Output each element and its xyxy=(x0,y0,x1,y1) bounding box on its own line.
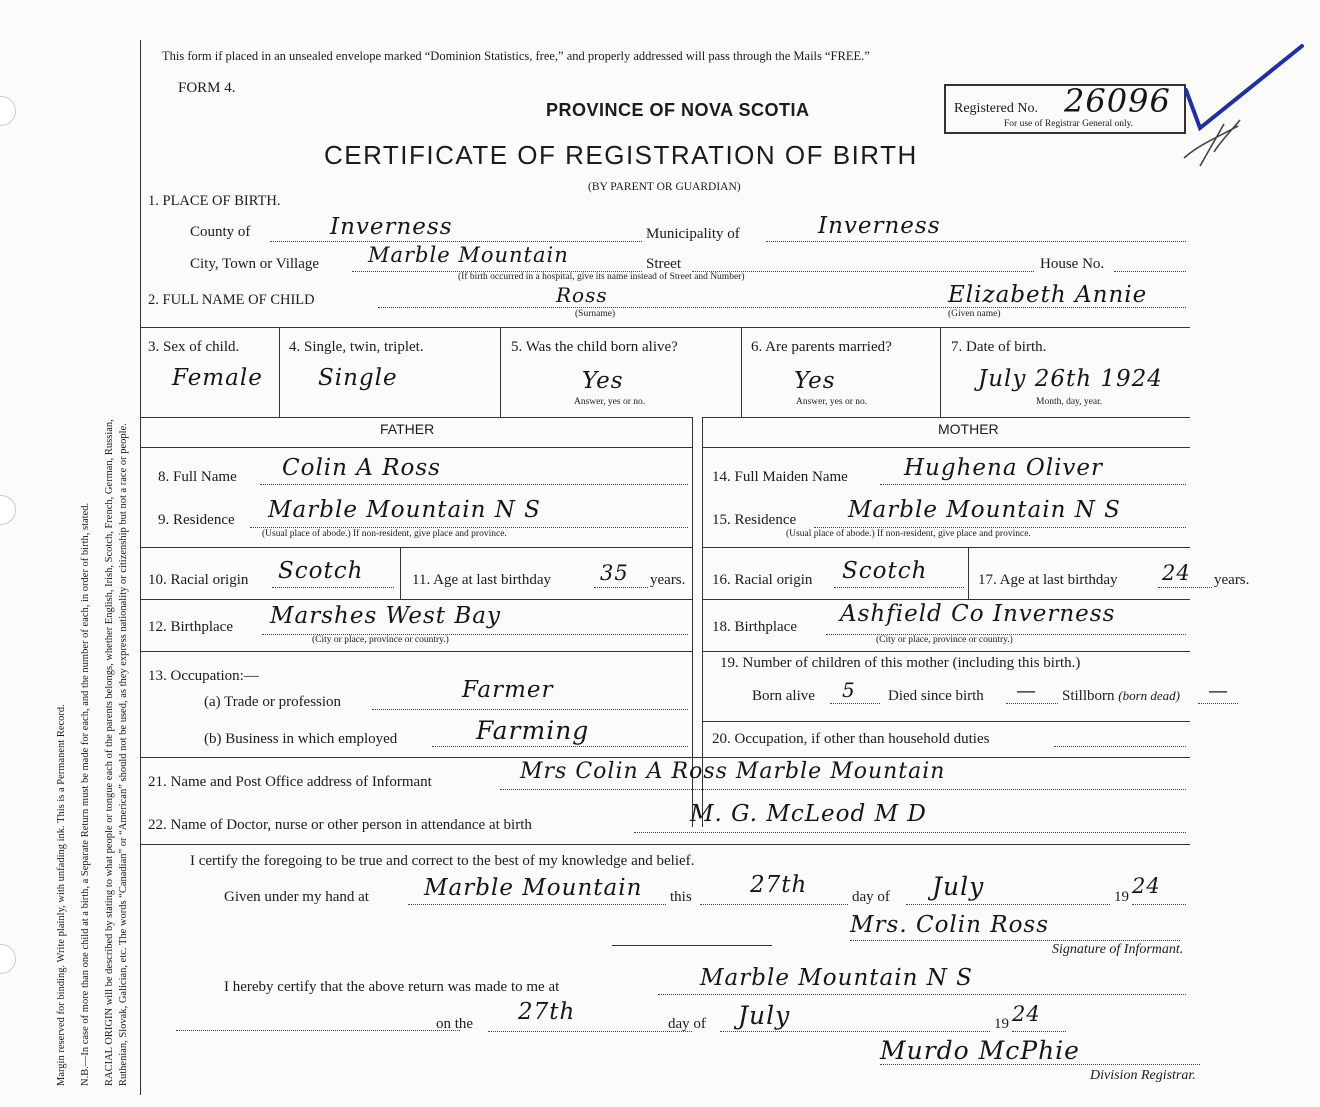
page-title: CERTIFICATE OF REGISTRATION OF BIRTH xyxy=(324,140,918,170)
father-age-line xyxy=(594,587,648,588)
stillborn-italic: (born dead) xyxy=(1118,688,1181,703)
divider xyxy=(702,417,1190,418)
day-value: 27th xyxy=(750,872,808,898)
divider xyxy=(968,547,969,599)
alive-caption: Answer, yes or no. xyxy=(574,397,646,407)
divider xyxy=(702,447,1190,448)
house-line xyxy=(1114,271,1186,272)
father-trade-value: Farmer xyxy=(462,677,554,703)
father-business-label: (b) Business in which employed xyxy=(204,731,398,747)
city-value: Marble Mountain xyxy=(368,243,569,267)
died-value: — xyxy=(1016,678,1037,702)
father-occupation-label: 13. Occupation:— xyxy=(148,668,259,684)
informant-signature: Mrs. Colin Ross xyxy=(850,912,1050,938)
registrar-place-line xyxy=(658,994,1186,995)
father-trade-label: (a) Trade or profession xyxy=(204,694,342,710)
mail-notice: This form if placed in an unsealed envelope marked “Dominion Statistics, free,” and properly addressed will pass through the Mails “FREE.” xyxy=(162,49,870,63)
municipality-value: Inverness xyxy=(818,213,941,239)
day-line xyxy=(700,904,848,905)
registrar-year-line xyxy=(1012,1031,1066,1032)
day-of-label: day of xyxy=(852,889,890,905)
father-name-value: Colin A Ross xyxy=(282,455,441,481)
informant-label: 21. Name and Post Office address of Informant xyxy=(148,774,432,790)
registrar-place-value: Marble Mountain N S xyxy=(700,965,973,991)
sex-value: Female xyxy=(172,365,263,391)
born-alive-line xyxy=(830,703,880,704)
mother-occupation-line xyxy=(1054,746,1186,747)
registrar-signature: Murdo McPhie xyxy=(880,1036,1080,1065)
children-count-label: 19. Number of children of this mother (including this birth.) xyxy=(720,655,1081,671)
alive-label: 5. Was the child born alive? xyxy=(511,339,678,355)
mother-racial-label: 16. Racial origin xyxy=(712,572,813,588)
registrar-blank-line xyxy=(176,1030,460,1031)
mother-heading: MOTHER xyxy=(938,421,999,437)
died-line xyxy=(1006,703,1058,704)
father-abode-caption: (Usual place of abode.) If non-resident, give place and province. xyxy=(262,529,507,539)
father-birthplace-label: 12. Birthplace xyxy=(148,619,233,635)
father-age-value: 35 xyxy=(600,561,629,585)
registered-number: 26096 xyxy=(1064,82,1171,120)
divider xyxy=(140,447,692,448)
margin-note-1: Margin reserved for binding. Write plainly, with unfading ink. This is a Permanent Record. xyxy=(56,704,67,1086)
mother-occupation-label: 20. Occupation, if other than household duties xyxy=(712,731,990,747)
province-heading: PROVINCE OF NOVA SCOTIA xyxy=(546,100,810,120)
registered-label: Registered No. xyxy=(954,101,1038,116)
margin-note-4: Ruthenian, Slovak, Galician, etc. The words “Canadian” or “American” should not be used, as they express nationality or citizenship but not a race or people. xyxy=(118,423,129,1086)
given-place-value: Marble Mountain xyxy=(424,875,643,901)
divider xyxy=(140,547,692,548)
registrar-use-note: For use of Registrar General only. xyxy=(1004,119,1134,129)
registrar-month-line xyxy=(720,1031,990,1032)
divider xyxy=(702,599,1190,600)
given-caption: (Given name) xyxy=(948,309,1001,319)
informant-signature-caption: Signature of Informant. xyxy=(1052,942,1184,957)
county-label: County of xyxy=(190,224,251,240)
father-trade-line xyxy=(372,709,688,710)
margin-note-2: N.B.—In case of more than one child at a birth, a Separate Return must be made for each, and the number of each, in order of birth, stated. xyxy=(80,502,91,1086)
dob-caption: Month, day, year. xyxy=(1036,397,1103,407)
surname-caption: (Surname) xyxy=(575,309,616,319)
mother-name-label: 14. Full Maiden Name xyxy=(712,469,848,485)
stillborn-text: Stillborn xyxy=(1062,688,1115,704)
divider xyxy=(612,945,772,946)
divider xyxy=(140,651,692,652)
doctor-label: 22. Name of Doctor, nurse or other person in attendance at birth xyxy=(148,817,532,833)
house-label: House No. xyxy=(1040,256,1105,272)
married-label: 6. Are parents married? xyxy=(751,339,892,355)
this-label: this xyxy=(670,889,692,905)
binding-hole xyxy=(0,944,16,974)
alive-value: Yes xyxy=(582,368,624,394)
registrar-statement: I hereby certify that the above return was made to me at xyxy=(224,979,560,995)
divider xyxy=(702,547,1190,548)
margin-note-3: RACIAL ORIGIN will be described by stating to what people or tongue each of the parents belongs, whether English, Irish, Scotch, French, German, Russian, xyxy=(104,419,115,1086)
father-age-label: 11. Age at last birthday xyxy=(412,572,551,588)
registrar-day-line xyxy=(488,1031,692,1032)
mother-birthplace-label: 18. Birthplace xyxy=(712,619,797,635)
county-value: Inverness xyxy=(330,214,453,240)
died-label: Died since birth xyxy=(888,688,984,704)
divider xyxy=(702,651,1190,652)
mother-age-label: 17. Age at last birthday xyxy=(978,572,1118,588)
stillborn-value: — xyxy=(1208,678,1229,702)
divider xyxy=(279,327,280,417)
mother-birthplace-caption: (City or place, province or country.) xyxy=(876,635,1013,645)
certify-statement: I certify the foregoing to be true and correct to the best of my knowledge and belief. xyxy=(190,853,695,869)
divider xyxy=(140,757,1190,758)
informant-line xyxy=(500,789,1186,790)
hospital-note: (If birth occurred in a hospital, give its name instead of Street and Number) xyxy=(458,272,745,282)
given-place-line xyxy=(408,904,666,905)
checkmark-icon xyxy=(1180,40,1310,170)
mother-age-line xyxy=(1158,587,1212,588)
mother-age-value: 24 xyxy=(1162,561,1191,585)
place-heading: 1. PLACE OF BIRTH. xyxy=(148,193,281,209)
married-caption: Answer, yes or no. xyxy=(796,397,868,407)
married-value: Yes xyxy=(794,368,836,394)
municipality-line xyxy=(766,241,1186,242)
father-residence-line xyxy=(250,527,688,528)
mother-racial-line xyxy=(834,587,964,588)
mother-residence-value: Marble Mountain N S xyxy=(848,497,1121,523)
mother-racial-value: Scotch xyxy=(842,558,928,584)
city-label: City, Town or Village xyxy=(190,256,320,272)
father-business-line xyxy=(432,746,688,747)
child-name-label: 2. FULL NAME OF CHILD xyxy=(148,292,315,308)
year-prefix: 19 xyxy=(1114,889,1129,905)
binding-hole xyxy=(0,96,16,126)
registrar-day-value: 27th xyxy=(518,999,576,1025)
divider xyxy=(140,599,692,600)
father-residence-value: Marble Mountain N S xyxy=(268,497,541,523)
stillborn-line xyxy=(1198,703,1238,704)
mother-name-value: Hughena Oliver xyxy=(904,455,1104,481)
registrar-month-value: July xyxy=(738,1001,791,1030)
divider xyxy=(500,327,501,417)
father-racial-value: Scotch xyxy=(278,558,364,584)
year-value: 24 xyxy=(1132,874,1161,898)
informant-signature-line xyxy=(850,940,1180,941)
year-line xyxy=(1132,904,1186,905)
form-number: FORM 4. xyxy=(178,80,236,96)
divider xyxy=(140,327,1190,328)
divider xyxy=(140,417,692,418)
informant-value: Mrs Colin A Ross Marble Mountain xyxy=(520,759,946,784)
municipality-label: Municipality of xyxy=(646,226,740,242)
divider xyxy=(400,547,401,599)
divider xyxy=(741,327,742,417)
registrar-day-of-label: day of xyxy=(668,1016,706,1032)
father-birthplace-value: Marshes West Bay xyxy=(270,603,501,629)
father-racial-label: 10. Racial origin xyxy=(148,572,249,588)
father-residence-label: 9. Residence xyxy=(158,512,235,528)
sex-label: 3. Sex of child. xyxy=(148,339,240,355)
stillborn-label xyxy=(1062,688,1180,705)
father-name-line xyxy=(260,484,688,485)
page-subtitle: (BY PARENT OR GUARDIAN) xyxy=(588,181,741,193)
registrar-year-value: 24 xyxy=(1012,1002,1041,1026)
father-heading: FATHER xyxy=(380,421,435,437)
father-name-label: 8. Full Name xyxy=(158,469,237,485)
registrar-year-prefix: 19 xyxy=(994,1016,1009,1032)
doctor-value: M. G. McLeod M D xyxy=(690,801,927,827)
divider xyxy=(702,721,1190,722)
month-value: July xyxy=(932,872,985,901)
dob-label: 7. Date of birth. xyxy=(951,339,1047,355)
mother-birthplace-value: Ashfield Co Inverness xyxy=(840,601,1116,627)
on-the-label: on the xyxy=(436,1016,474,1032)
father-business-value: Farming xyxy=(476,716,590,745)
month-line xyxy=(906,904,1110,905)
county-line xyxy=(270,241,642,242)
left-border xyxy=(140,40,141,1095)
dob-value: July 26th 1924 xyxy=(978,366,1163,392)
divider xyxy=(140,844,1190,845)
doctor-line xyxy=(634,832,1186,833)
divider xyxy=(940,327,941,417)
mother-residence-line xyxy=(814,527,1186,528)
mother-residence-label: 15. Residence xyxy=(712,512,797,528)
street-label: Street xyxy=(646,256,681,272)
father-years-label: years. xyxy=(650,572,686,588)
child-surname: Ross xyxy=(556,283,608,307)
born-alive-value: 5 xyxy=(842,678,856,702)
child-given-name: Elizabeth Annie xyxy=(948,282,1148,308)
binding-hole xyxy=(0,495,16,525)
registrar-signature-line xyxy=(880,1064,1200,1065)
mother-years-label: years. xyxy=(1214,572,1250,588)
plurality-label: 4. Single, twin, triplet. xyxy=(289,339,424,355)
father-birthplace-caption: (City or place, province or country.) xyxy=(312,635,449,645)
given-label: Given under my hand at xyxy=(224,889,369,905)
born-alive-label: Born alive xyxy=(752,688,815,704)
father-racial-line xyxy=(272,587,394,588)
mother-abode-caption: (Usual place of abode.) If non-resident, give place and province. xyxy=(786,529,1031,539)
registrar-signature-caption: Division Registrar. xyxy=(1090,1068,1196,1083)
mother-name-line xyxy=(880,484,1186,485)
plurality-value: Single xyxy=(318,365,398,391)
